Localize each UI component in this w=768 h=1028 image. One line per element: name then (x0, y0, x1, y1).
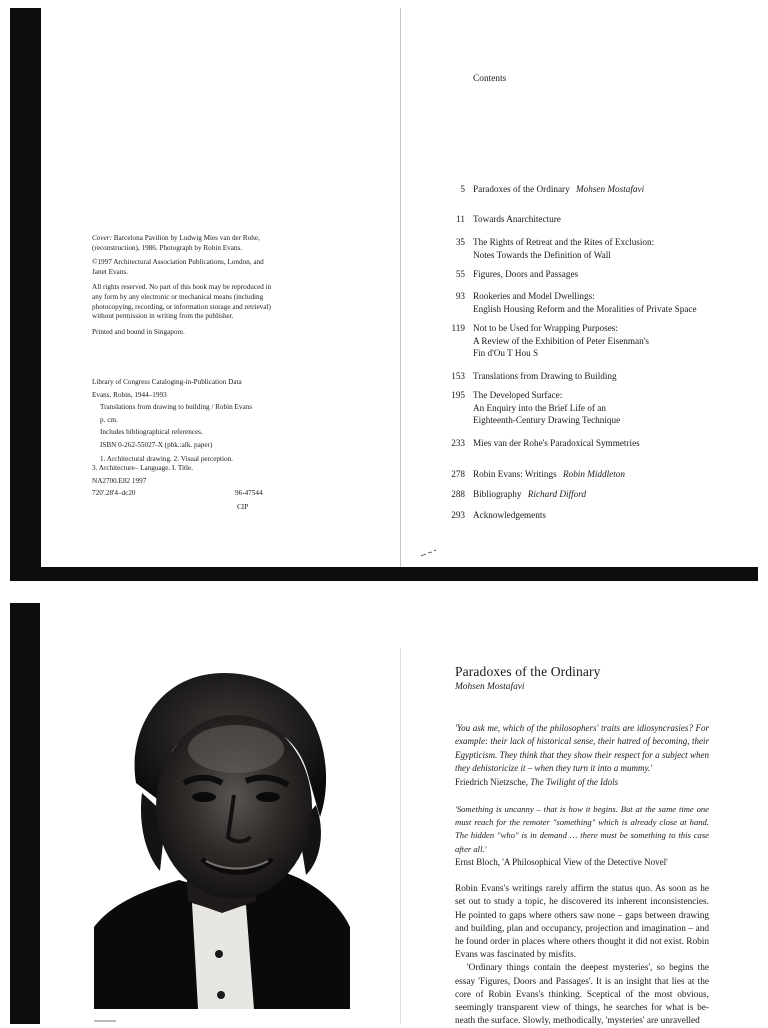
ink-mark (420, 548, 438, 558)
epigraph-quote-bloch: 'Something is uncanny – that is how it begins. But at the same time one must reach for the remoter "something" which is already close at hand. The hidden "who" is in demand … there must be something to this case after all.' (455, 803, 709, 854)
essay-paragraph-1: Robin Evans's writings rarely affirm the status quo. As soon as he set out to study a topic, he discovered its inherent inconsistencies. He pointed to gaps where others saw none – gaps between drawing and building, plan and occupancy, projection and imagination – and he found order in places where others thought it did not exist. Robin Evans was fascinated by misfits. (455, 884, 709, 961)
printed-line: Printed and bound in Singapore. (92, 327, 185, 336)
toc-title: Figures, Doors and Passages (473, 269, 579, 279)
epigraph-block (455, 722, 709, 1028)
toc-subtitle: Fin d'Ou T Hou S (473, 348, 539, 359)
toc-title: Towards Anarchitecture (473, 214, 561, 224)
toc-title: Acknowledgements (473, 510, 546, 520)
left-margin-bar-bottom (10, 603, 40, 1024)
toc-subtitle: English Housing Reform and the Moralities of Private Space (473, 303, 697, 314)
essay-author: Mohsen Mostafavi (455, 682, 525, 692)
toc-title: Bibliography (473, 489, 522, 499)
toc-title: Rookeries and Model Dwellings: (473, 291, 595, 301)
toc-page-number: 278 (451, 469, 465, 479)
cip-pages: p. cm. (100, 415, 118, 424)
toc-title: Not to be Used for Wrapping Purposes: (473, 323, 618, 333)
toc-subtitle: An Enquiry into the Brief Life of an (473, 402, 606, 413)
epigraph-attribution-nietzsche: Friedrich Nietzsche, The Twilight of the Idols (455, 776, 619, 787)
toc-page-number: 233 (451, 438, 465, 448)
toc-page-number: 288 (451, 489, 465, 499)
copyright-line: ©1997 Architectural Association Publications, London, and Janet Evans. (92, 258, 264, 276)
portrait-illustration (94, 665, 350, 1009)
toc-title: Translations from Drawing to Building (473, 371, 617, 381)
cip-refs: Includes bibliographical references. (100, 428, 203, 437)
cip-dewey: 720'.28'4–dc20 (92, 489, 136, 498)
toc-page-number: 119 (451, 323, 465, 333)
cip-mark-row (92, 499, 272, 511)
cip-class-row (92, 487, 272, 499)
spine-bottom (400, 648, 401, 1024)
rights-notice: All rights reserved. No part of this book may be reproduced in any form by any electronic or mechanical means (including photocopying, recording, or information storage and retrieval) without permission in writing from the publisher. (92, 283, 272, 321)
toc-page-number: 195 (451, 390, 465, 400)
cip-author: Evans, Robin, 1944–1993 (92, 390, 167, 399)
toc-title: Paradoxes of the Ordinary (473, 184, 570, 194)
toc-subtitle: A Review of the Exhibition of Peter Eisenman's (473, 335, 649, 346)
essay-title: Paradoxes of the Ordinary (455, 664, 601, 679)
toc-title: Mies van der Rohe's Paradoxical Symmetries (473, 438, 640, 448)
cip-isbn: ISBN 0-262-55027-X (pbk.:alk. paper) (100, 440, 213, 449)
cip-mark: CIP (237, 503, 249, 512)
toc-page-number: 11 (456, 214, 465, 224)
cip-heading: Library of Congress Cataloging-in-Publication Data (92, 378, 242, 386)
contents-heading: Contents (473, 74, 507, 84)
toc-author: Richard Difford (527, 489, 587, 499)
cip-subjects-1: 1. Architectural drawing. 2. Visual perception. (100, 454, 233, 463)
toc-title: The Rights of Retreat and the Rites of Exclusion: (473, 237, 655, 247)
essay-paragraph-2: 'Ordinary things contain the deepest mysteries', so begins the essay 'Figures, Doors and Passages'. It is an insight that lies at the core of Robin Evans's thinking. Sceptical of the most obvious, seemingly transparent view of things, he searches for what is be-neath the surface. Slowly, methodically, 'mysteries' are unravelled (455, 963, 709, 1027)
author-portrait-photo (94, 665, 350, 1009)
epigraph-attribution-bloch: Ernst Bloch, 'A Philosophical View of the Detective Novel' (455, 857, 668, 868)
cip-title: Translations from drawing to building / Robin Evans (100, 403, 253, 412)
left-margin-bar-top (10, 8, 41, 580)
cip-block (92, 376, 272, 511)
toc-author: Robin Middleton (562, 469, 625, 479)
toc-subtitle: Notes Towards the Definition of Wall (473, 249, 611, 260)
imprint-block (92, 234, 272, 337)
toc-page-number: 293 (451, 510, 465, 520)
spine-top (400, 8, 401, 567)
epigraph-quote-nietzsche: 'You ask me, which of the philosophers' traits are idiosyncrasies? For example: their lack of historical sense, their hatred of becoming, their Egypticism. They think that they show their respect for a subject when they dehistoricize it – when they turn it into a mummy.' (455, 723, 709, 774)
bottom-margin-bar-top (10, 567, 758, 581)
photo-caption-fragment (94, 1014, 124, 1024)
cip-subjects-2: 3. Architecture– Language. I. Title. (92, 463, 193, 472)
cip-lccn: 96-47544 (235, 489, 263, 498)
cip-call-number: NA2700.E82 1997 (92, 476, 147, 485)
toc-page-number: 35 (455, 237, 465, 247)
toc-title: Robin Evans: Writings (473, 469, 557, 479)
toc-page-number: 93 (455, 291, 465, 301)
toc-page-number: 5 (460, 184, 465, 194)
toc-page-number: 55 (455, 269, 465, 279)
toc-page-number: 153 (451, 371, 465, 381)
toc-author: Mohsen Mostafavi (576, 184, 645, 194)
toc-title: The Developed Surface: (473, 390, 563, 400)
toc-subtitle: Eighteenth-Century Drawing Technique (473, 415, 621, 426)
cover-credit: Cover: Barcelona Pavilion by Ludwig Mies van der Rohe, (reconstruction), 1986. Photograph by Robin Evans. (92, 234, 260, 252)
